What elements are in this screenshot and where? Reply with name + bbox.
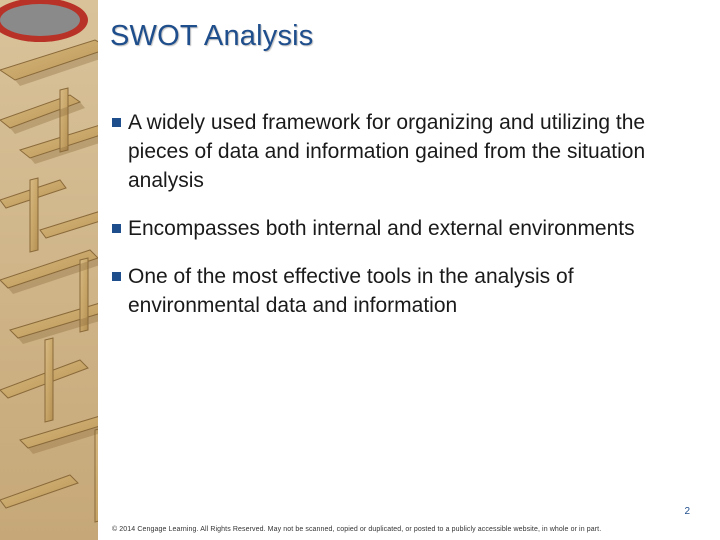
- bullet-text: One of the most effective tools in the analysis of environmental data and information: [128, 265, 574, 317]
- slide-title: SWOT Analysis: [110, 20, 314, 52]
- bullet-item: [112, 214, 697, 243]
- bullet-list: [112, 108, 697, 339]
- bullet-text: A widely used framework for organizing and utilizing the pieces of data and information gained from the situation analysis: [128, 111, 646, 192]
- page-number: 2: [684, 506, 690, 517]
- bullet-item: [112, 108, 697, 195]
- square-bullet-icon: [112, 272, 121, 281]
- square-bullet-icon: [112, 118, 121, 127]
- copyright-notice: © 2014 Cengage Learning. All Rights Reserved. May not be scanned, copied or duplicated, or posted to a publicly accessible website, in whole or in part.: [112, 526, 602, 533]
- square-bullet-icon: [112, 224, 121, 233]
- bullet-text: Encompasses both internal and external environments: [128, 217, 635, 240]
- bullet-item: [112, 262, 697, 320]
